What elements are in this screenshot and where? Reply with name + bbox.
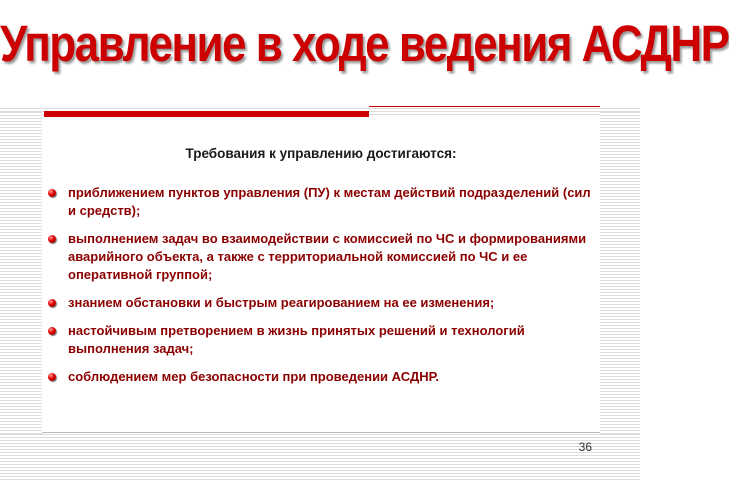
list-item-text: приближением пунктов управления (ПУ) к местам действий подразделений (сил и средств); [68, 185, 591, 218]
accent-bar [44, 111, 369, 117]
list-item-text: знанием обстановки и быстрым реагированием на ее изменения; [68, 295, 495, 310]
bullet-list [48, 184, 596, 396]
background-stripes-right [600, 112, 640, 480]
slide-title: Управление в ходе ведения АСДНР [0, 16, 729, 73]
slide-subtitle: Требования к управлению достигаются: [185, 146, 457, 161]
title-underline [369, 106, 600, 107]
list-item-text: выполнением задач во взаимодействии с комиссией по ЧС и формированиями аварийного объекта, а также с территориальной комиссией по ЧС и ее оперативной группой; [68, 231, 587, 282]
page-number: 36 [578, 440, 592, 454]
bullet-icon [48, 327, 56, 335]
background-stripes-left [0, 112, 42, 480]
background-stripes-bottom [0, 434, 640, 480]
list-item-text: соблюдением мер безопасности при проведении АСДНР. [68, 369, 439, 384]
list-item-text: настойчивым претворением в жизнь принятых решений и технологий выполнения задач; [68, 323, 525, 356]
list-item [48, 368, 596, 386]
list-item [48, 184, 596, 220]
bullet-icon [48, 235, 56, 243]
list-item [48, 230, 596, 284]
list-item [48, 322, 596, 358]
footer-divider [42, 432, 600, 433]
bullet-icon [48, 373, 56, 381]
list-item [48, 294, 596, 312]
bullet-icon [48, 299, 56, 307]
bullet-icon [48, 189, 56, 197]
